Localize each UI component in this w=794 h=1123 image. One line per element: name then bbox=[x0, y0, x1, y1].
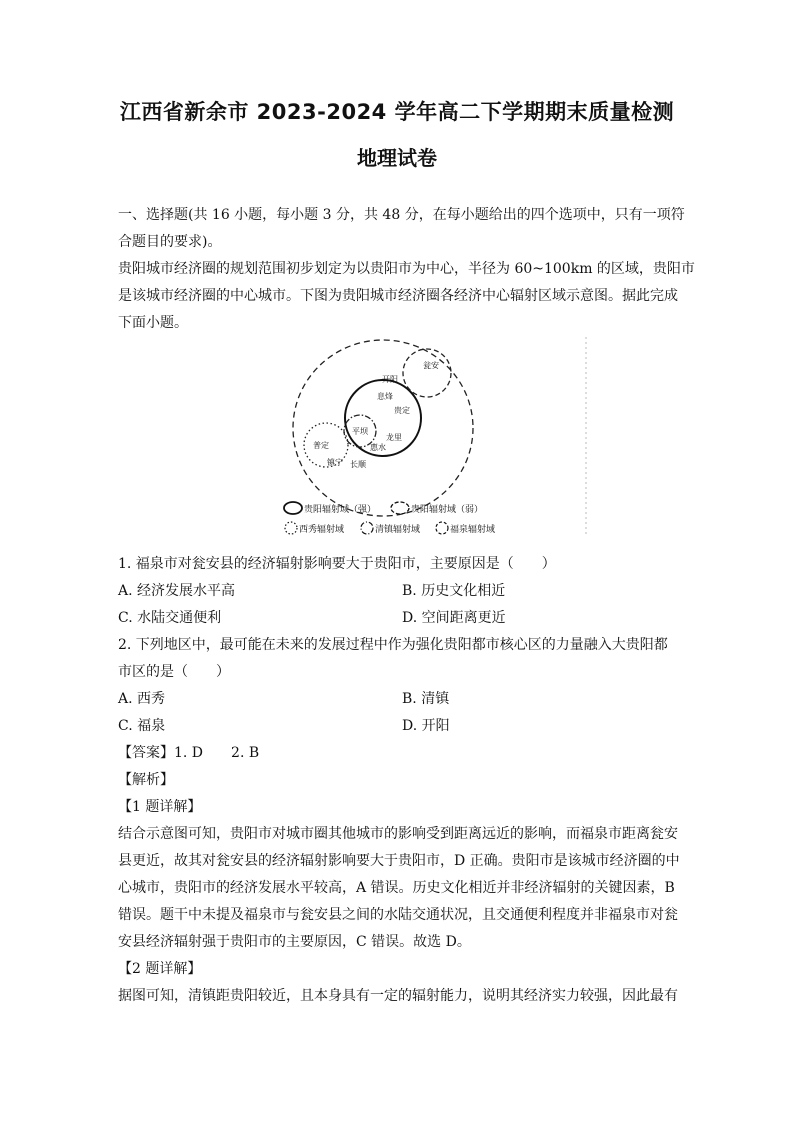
legend-qingzhen-icon bbox=[361, 522, 373, 534]
label-zhenning: 镇宁 bbox=[327, 458, 343, 467]
detail-1-line: 安县经济辐射强于贵阳市的主要原因，C 错误。故选 D。 bbox=[118, 934, 471, 950]
detail-1-line: 结合示意图可知，贵阳市对城市圈其他城市的影响受到距离远近的影响，而福泉市距离瓮安 bbox=[118, 826, 678, 842]
q1-option-a: A. 经济发展水平高 bbox=[118, 583, 236, 599]
legend-xixiu-label: 西秀辐射域 bbox=[299, 525, 345, 535]
answer-section bbox=[118, 740, 678, 1010]
analysis-heading: 【解析】 bbox=[118, 772, 174, 788]
legend-xixiu-icon bbox=[285, 522, 297, 534]
question-2 bbox=[118, 632, 678, 686]
legend-fuquan-label: 福泉辐射域 bbox=[450, 525, 496, 535]
weak-zone-circle bbox=[293, 340, 473, 516]
intro-section bbox=[118, 202, 695, 337]
radiation-map-figure bbox=[270, 335, 600, 545]
label-huishui: 惠水 bbox=[370, 443, 386, 452]
question-1-stem: 1. 福泉市对瓮安县的经济辐射影响要大于贵阳市，主要原因是（ ） bbox=[118, 556, 556, 572]
q1-option-d: D. 空间距离更近 bbox=[402, 610, 506, 626]
q2-option-a: A. 西秀 bbox=[118, 691, 166, 707]
document-subtitle: 地理试卷 bbox=[357, 146, 437, 170]
label-wengan: 瓮安 bbox=[423, 361, 439, 370]
detail-1-heading: 【1 题详解】 bbox=[118, 799, 202, 815]
q1-option-c: C. 水陆交通便利 bbox=[118, 610, 222, 626]
question-1 bbox=[118, 551, 678, 578]
question-2-stem-line: 市区的是（ ） bbox=[118, 664, 230, 680]
q1-option-b: B. 历史文化相近 bbox=[402, 583, 506, 599]
label-pingba: 平坝 bbox=[352, 427, 368, 436]
detail-2-line: 据图可知，清镇距贵阳较近，且本身具有一定的辐射能力，说明其经济实力较强，因此最有 bbox=[118, 988, 678, 1004]
label-longli: 龙里 bbox=[386, 433, 402, 442]
question-2-stem-line: 2. 下列地区中，最可能在未来的发展过程中作为强化贵阳都市核心区的力量融入大贵阳都 bbox=[118, 637, 668, 653]
legend-weak-label: 贵阳辐射域（弱） bbox=[411, 505, 484, 515]
legend-strong-label: 贵阳辐射域（强） bbox=[304, 505, 377, 515]
answer-line: 【答案】1. D 2. B bbox=[118, 745, 260, 761]
label-kaiyang: 开阳 bbox=[382, 375, 398, 384]
legend-fuquan-icon bbox=[436, 522, 448, 534]
label-xifeng: 息烽 bbox=[377, 392, 393, 401]
intro-line: 贵阳城市经济圈的规划范围初步划定为以贵阳市为中心，半径为 60~100km 的区域，贵阳市 bbox=[118, 261, 695, 277]
intro-line: 下面小题。 bbox=[118, 315, 188, 331]
detail-1-line: 县更近，故其对瓮安县的经济辐射影响要大于贵阳市，D 正确。贵阳市是该城市经济圈的中 bbox=[118, 853, 680, 869]
q2-option-c: C. 福泉 bbox=[118, 718, 166, 734]
label-changshun: 长顺 bbox=[350, 460, 366, 469]
q2-option-d: D. 开阳 bbox=[402, 718, 450, 734]
intro-line: 是该城市经济圈的中心城市。下图为贵阳城市经济圈各经济中心辐射区域示意图。据此完成 bbox=[118, 288, 678, 304]
label-puding: 普定 bbox=[313, 441, 329, 450]
radiation-map-svg bbox=[270, 335, 600, 545]
legend-qingzhen-label: 清镇辐射域 bbox=[375, 525, 421, 535]
intro-line: 合题目的要求)。 bbox=[118, 234, 222, 250]
q2-option-b: B. 清镇 bbox=[402, 691, 450, 707]
label-guiding: 贵定 bbox=[394, 406, 410, 415]
detail-1-line: 错误。题干中未提及福泉市与瓮安县之间的水陆交通状况，且交通便利程度并非福泉市对瓮 bbox=[118, 907, 678, 923]
legend-weak-icon bbox=[391, 502, 409, 514]
fuquan-zone-circle bbox=[403, 349, 451, 397]
intro-line: 一、选择题(共 16 小题，每小题 3 分，共 48 分，在每小题给出的四个选项中，只有一项符 bbox=[118, 207, 685, 223]
document-title: 江西省新余市 2023-2024 学年高二下学期期末质量检测 bbox=[119, 100, 675, 124]
detail-1-line: 心城市，贵阳市的经济发展水平较高，A 错误。历史文化相近并非经济辐射的关键因素，B bbox=[118, 880, 675, 896]
legend-strong-icon bbox=[284, 502, 302, 514]
detail-2-heading: 【2 题详解】 bbox=[118, 961, 202, 977]
